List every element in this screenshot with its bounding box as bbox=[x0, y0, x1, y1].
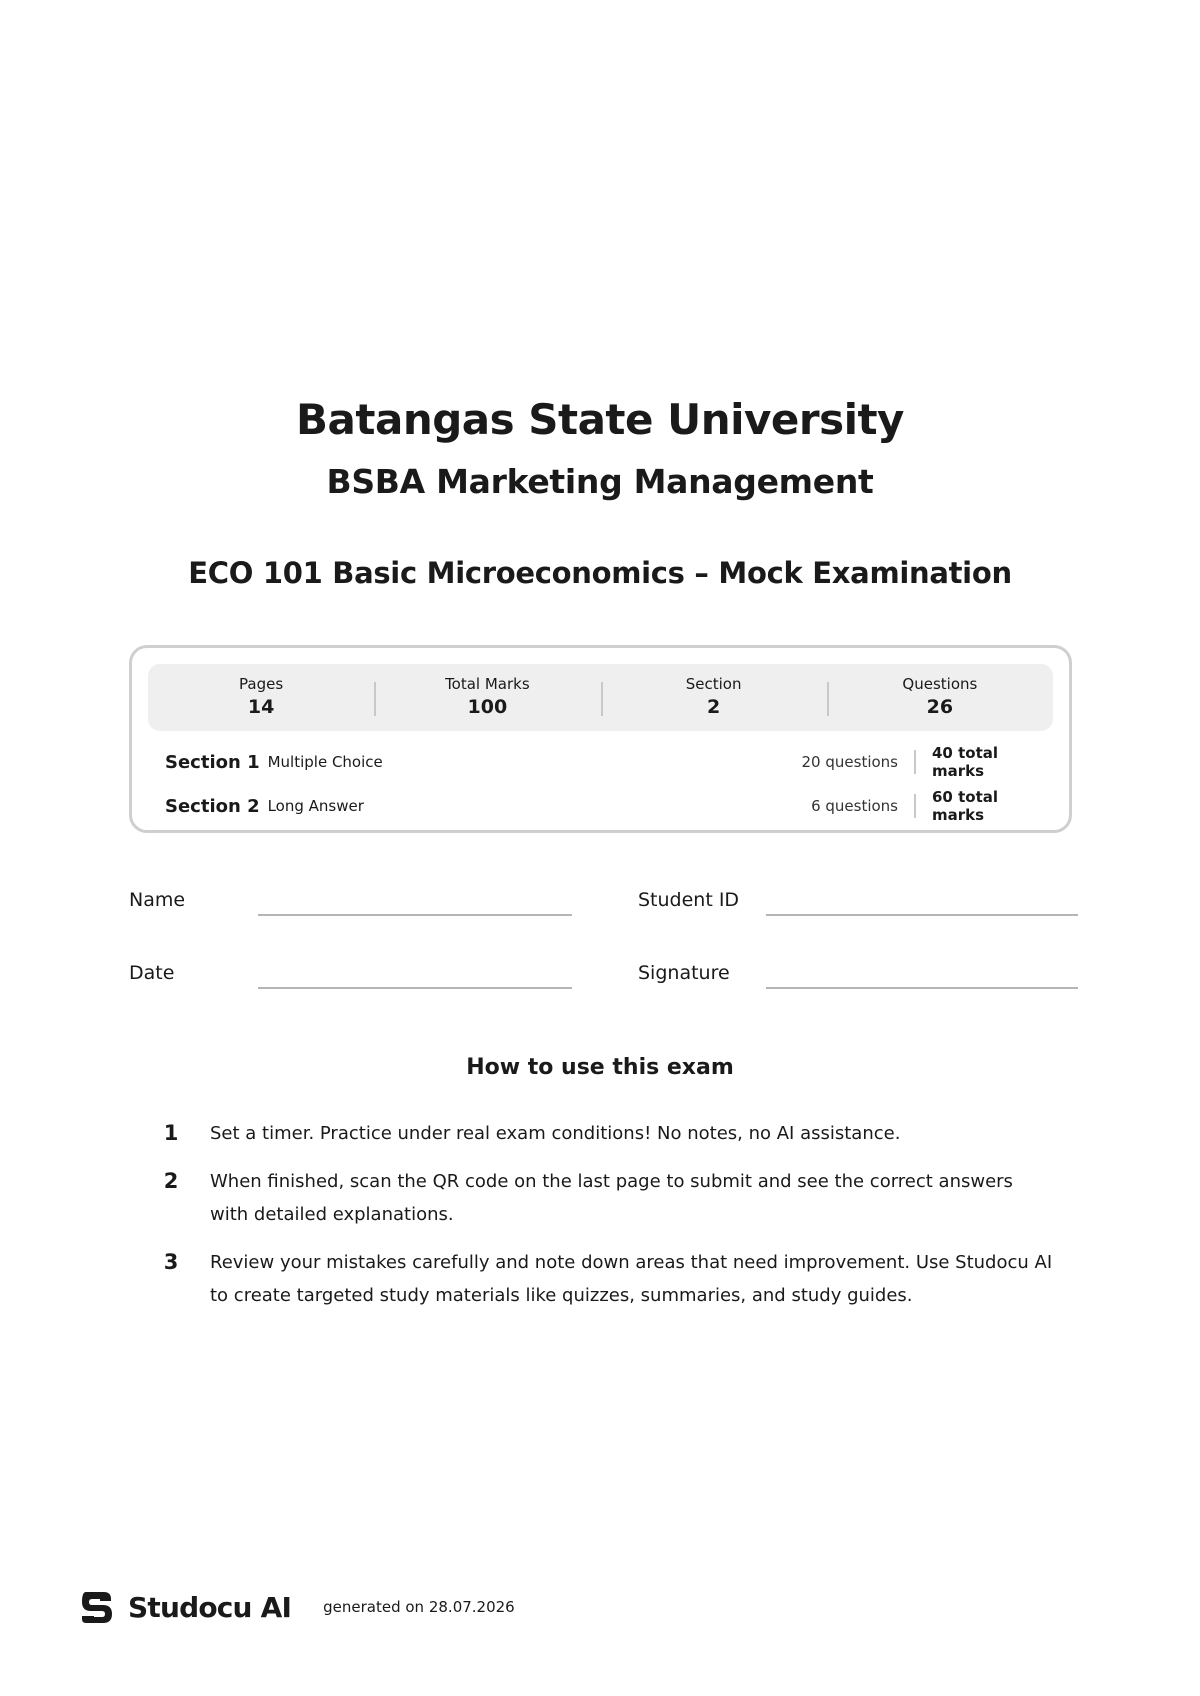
brand-name: Studocu AI bbox=[128, 1590, 292, 1624]
section-type: Long Answer bbox=[267, 797, 364, 815]
stat-pages bbox=[148, 664, 374, 731]
stat-label: Questions bbox=[902, 675, 978, 693]
studocu-logo-icon bbox=[78, 1588, 116, 1626]
name-label: Name bbox=[129, 889, 186, 911]
stats-bar bbox=[148, 664, 1053, 731]
stat-value: 14 bbox=[247, 696, 275, 718]
exam-title: ECO 101 Basic Microeconomics – Mock Examination bbox=[188, 556, 1012, 590]
step-text: Review your mistakes carefully and note down areas that need improvement. Use Studocu AI to create targeted study materials like quizzes, summaries, and study guides. bbox=[210, 1252, 1053, 1306]
step-text: When finished, scan the QR code on the last page to submit and see the correct answers with detailed explanations. bbox=[210, 1171, 1013, 1225]
section-marks: 60 total marks bbox=[932, 788, 999, 824]
student-id-label: Student ID bbox=[638, 889, 740, 911]
signature-line[interactable] bbox=[766, 987, 1078, 989]
stat-total-marks bbox=[374, 664, 600, 731]
footer bbox=[78, 1587, 515, 1627]
name-line[interactable] bbox=[258, 914, 572, 916]
generated-date: generated on 28.07.2026 bbox=[323, 1598, 515, 1616]
section-row-2 bbox=[165, 788, 1040, 824]
student-id-line[interactable] bbox=[766, 914, 1078, 916]
stat-value: 2 bbox=[707, 696, 721, 718]
section-type: Multiple Choice bbox=[267, 753, 383, 771]
stat-value: 26 bbox=[926, 696, 954, 718]
exam-summary-card bbox=[129, 645, 1072, 833]
date-line[interactable] bbox=[258, 987, 572, 989]
section-name: Section 1 bbox=[165, 751, 260, 773]
section-name: Section 2 bbox=[165, 795, 260, 817]
section-question-count: 20 questions bbox=[802, 750, 916, 774]
stat-label: Pages bbox=[239, 675, 284, 693]
program-name: BSBA Marketing Management bbox=[326, 462, 874, 501]
stat-value: 100 bbox=[467, 696, 508, 718]
section-row-1 bbox=[165, 744, 1040, 780]
signature-label: Signature bbox=[638, 962, 730, 984]
step-number: 2 bbox=[163, 1169, 179, 1193]
section-marks: 40 total marks bbox=[932, 744, 999, 780]
step-text: Set a timer. Practice under real exam conditions! No notes, no AI assistance. bbox=[210, 1123, 901, 1144]
stat-questions bbox=[827, 664, 1053, 731]
step-number: 3 bbox=[163, 1250, 179, 1274]
date-label: Date bbox=[129, 962, 175, 984]
section-question-count: 6 questions bbox=[811, 794, 916, 818]
how-to-use-title: How to use this exam bbox=[466, 1055, 734, 1080]
stat-label: Total Marks bbox=[445, 675, 530, 693]
university-name: Batangas State University bbox=[296, 395, 904, 444]
step-number: 1 bbox=[163, 1121, 179, 1145]
stat-section bbox=[601, 664, 827, 731]
stat-label: Section bbox=[685, 675, 742, 693]
